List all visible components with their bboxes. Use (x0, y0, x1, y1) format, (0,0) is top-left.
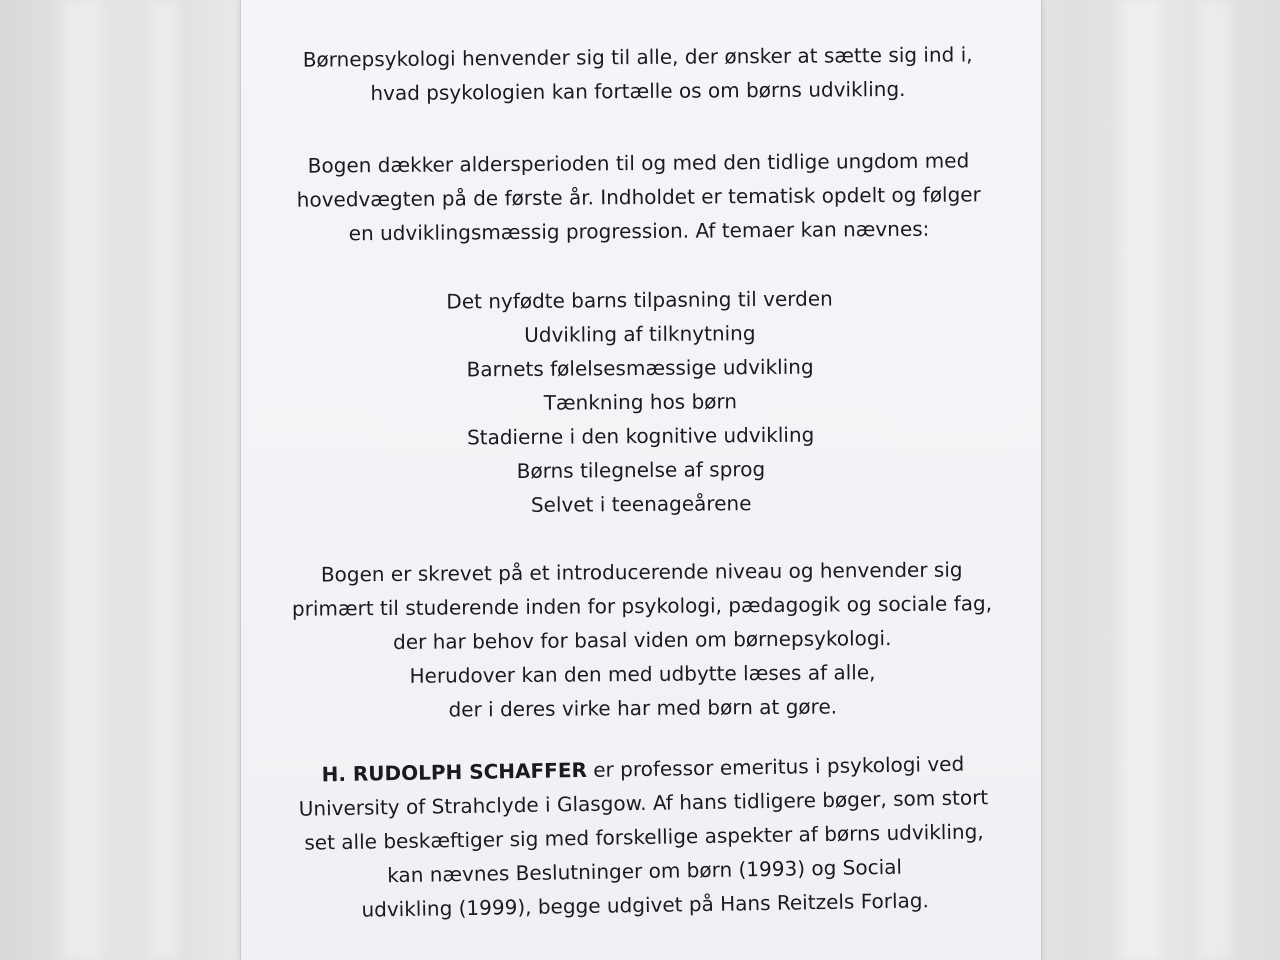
topic-item: Udvikling af tilknytning (524, 321, 756, 347)
cloth-fold (150, 0, 180, 960)
cloth-fold (60, 0, 100, 960)
intro-paragraph (238, 37, 1039, 111)
book-back-cover (240, 0, 1042, 960)
author-name: H. RUDOLPH SCHAFFER (321, 757, 588, 787)
audience-paragraph (242, 552, 1043, 728)
topic-item: Stadierne i den kognitive udvikling (466, 422, 815, 450)
audience-line: Bogen er skrevet på et introducerende niveau og henvender sig (320, 557, 963, 587)
coverage-line: en udviklingsmæssig progression. Af temaer kan nævnes: (348, 216, 930, 246)
topic-item: Tænkning hos børn (543, 389, 738, 415)
intro-line: Børnepsykologi henvender sig til alle, der ønsker at sætte sig ind i, (302, 42, 973, 72)
author-bio-text: er professor emeritus i psykologi ved (586, 751, 965, 782)
audience-line: Herudover kan den med udbytte læses af alle, (409, 660, 876, 688)
author-bio-line: udvikling (1999), begge udgivet på Hans Reitzels Forlag. (361, 888, 930, 922)
audience-line: der i deres virke har med børn at gøre. (448, 694, 838, 722)
coverage-line: hovedvægten på de første år. Indholdet er tematisk opdelt og følger (296, 182, 981, 212)
topic-list (239, 280, 1041, 524)
coverage-paragraph (238, 143, 1039, 251)
author-bio-line: set alle beskæftiger sig med forskellige aspekter af børns udvikling, (304, 819, 984, 855)
blurb-text (237, 0, 1037, 922)
cloth-fold (1120, 0, 1160, 960)
coverage-line: Bogen dækker aldersperioden til og med den tidlige ungdom med (307, 148, 970, 178)
cloth-fold (1200, 0, 1230, 960)
author-bio-line: University of Strahclyde i Glasgow. Af hans tidligere bøger, som stort (298, 785, 989, 821)
topic-item: Barnets følelsesmæssige udvikling (466, 354, 814, 382)
author-bio-line: kan nævnes Beslutninger om børn (1993) og Social (387, 854, 903, 888)
topic-item: Børns tilegnelse af sprog (516, 457, 766, 483)
intro-line: hvad psykologien kan fortælle os om børns udvikling. (370, 76, 906, 106)
audience-line: primært til studerende inden for psykologi, pædagogik og sociale fag, (291, 591, 993, 621)
topic-item: Det nyfødte barns tilpasning til verden (446, 286, 833, 314)
author-bio-paragraph (243, 745, 1046, 928)
audience-line: der har behov for basal viden om børnepsykologi. (392, 626, 892, 654)
topic-item: Selvet i teenageårene (530, 491, 752, 517)
